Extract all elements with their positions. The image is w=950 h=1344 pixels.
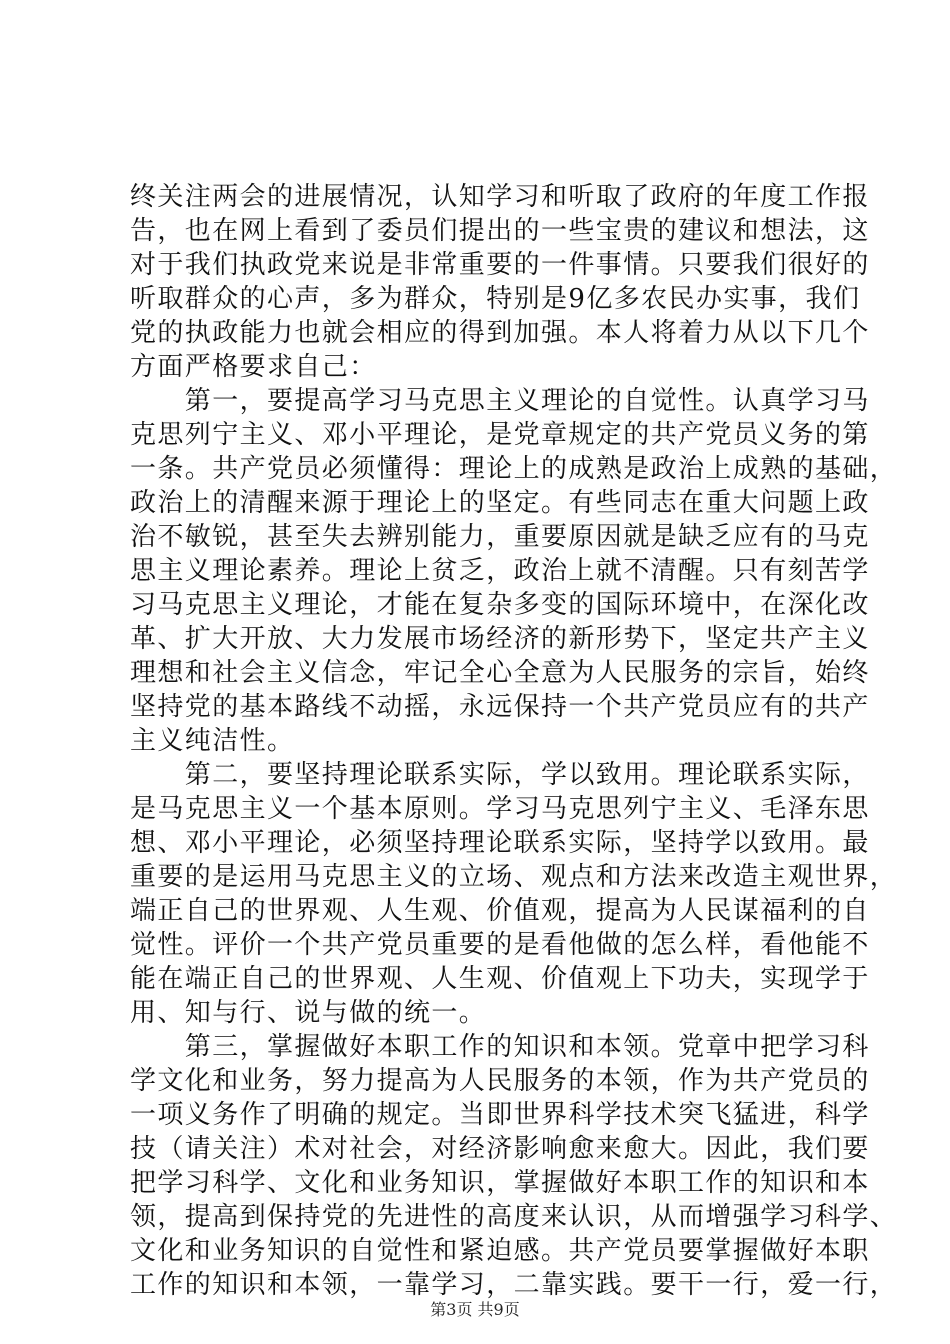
text-line: 第一，要提高学习马克思主义理论的自觉性。认真学习马 <box>130 386 870 416</box>
text-line: 文化和业务知识的自觉性和紧迫感。共产党员要掌握做好本职 <box>130 1236 870 1266</box>
text-line: 领，提高到保持党的先进性的高度来认识，从而增强学习科学、 <box>130 1202 898 1232</box>
text-line: 是马克思主义一个基本原则。学习马克思列宁主义、毛泽东思 <box>130 794 870 824</box>
text-line: 把学习科学、文化和业务知识，掌握做好本职工作的知识和本 <box>130 1168 870 1198</box>
text-line: 坚持党的基本路线不动摇，永远保持一个共产党员应有的共产 <box>130 692 870 722</box>
text-line: 方面严格要求自己： <box>130 352 377 382</box>
text-line: 第三，掌握做好本职工作的知识和本领。党章中把学习科 <box>130 1032 870 1062</box>
text-line: 政治上的清醒来源于理论上的坚定。有些同志在重大问题上政 <box>130 488 870 518</box>
text-line: 能在端正自己的世界观、人生观、价值观上下功夫，实现学于 <box>130 964 870 994</box>
text-line: 终关注两会的进展情况，认知学习和听取了政府的年度工作报 <box>130 182 870 212</box>
text-line: 技（请关注）术对社会，对经济影响愈来愈大。因此，我们要 <box>130 1134 870 1164</box>
text-line: 对于我们执政党来说是非常重要的一件事情。只要我们很好的 <box>130 250 870 280</box>
text-line: 党的执政能力也就会相应的得到加强。本人将着力从以下几个 <box>130 318 870 348</box>
text-line: 觉性。评价一个共产党员重要的是看他做的怎么样，看他能不 <box>130 930 870 960</box>
text-line: 一条。共产党员必须懂得：理论上的成熟是政治上成熟的基础， <box>130 454 898 484</box>
text-line: 听取群众的心声，多为群众，特别是9亿多农民办实事，我们 <box>130 284 861 314</box>
text-line: 工作的知识和本领，一靠学习，二靠实践。要干一行，爱一行， <box>130 1270 898 1300</box>
text-line: 理想和社会主义信念，牢记全心全意为人民服务的宗旨，始终 <box>130 658 870 688</box>
text-line: 一项义务作了明确的规定。当即世界科学技术突飞猛进，科学 <box>130 1100 870 1130</box>
text-line: 主义纯洁性。 <box>130 726 295 756</box>
text-line: 习马克思主义理论，才能在复杂多变的国际环境中，在深化改 <box>130 590 870 620</box>
page-number-footer: 第3页 共9页 <box>430 1300 520 1319</box>
text-line: 端正自己的世界观、人生观、价值观，提高为人民谋福利的自 <box>130 896 870 926</box>
text-line: 第二，要坚持理论联系实际，学以致用。理论联系实际， <box>130 760 870 790</box>
text-line: 治不敏锐，甚至失去辨别能力，重要原因就是缺乏应有的马克 <box>130 522 870 552</box>
text-line: 革、扩大开放、大力发展市场经济的新形势下，坚定共产主义 <box>130 624 870 654</box>
text-line: 克思列宁主义、邓小平理论，是党章规定的共产党员义务的第 <box>130 420 870 450</box>
text-line: 用、知与行、说与做的统一。 <box>130 998 487 1028</box>
text-line: 重要的是运用马克思主义的立场、观点和方法来改造主观世界， <box>130 862 898 892</box>
text-line: 思主义理论素养。理论上贫乏，政治上就不清醒。只有刻苦学 <box>130 556 870 586</box>
text-line: 告，也在网上看到了委员们提出的一些宝贵的建议和想法，这 <box>130 216 870 246</box>
text-line: 学文化和业务，努力提高为人民服务的本领，作为共产党员的 <box>130 1066 870 1096</box>
text-line: 想、邓小平理论，必须坚持理论联系实际，坚持学以致用。最 <box>130 828 870 858</box>
